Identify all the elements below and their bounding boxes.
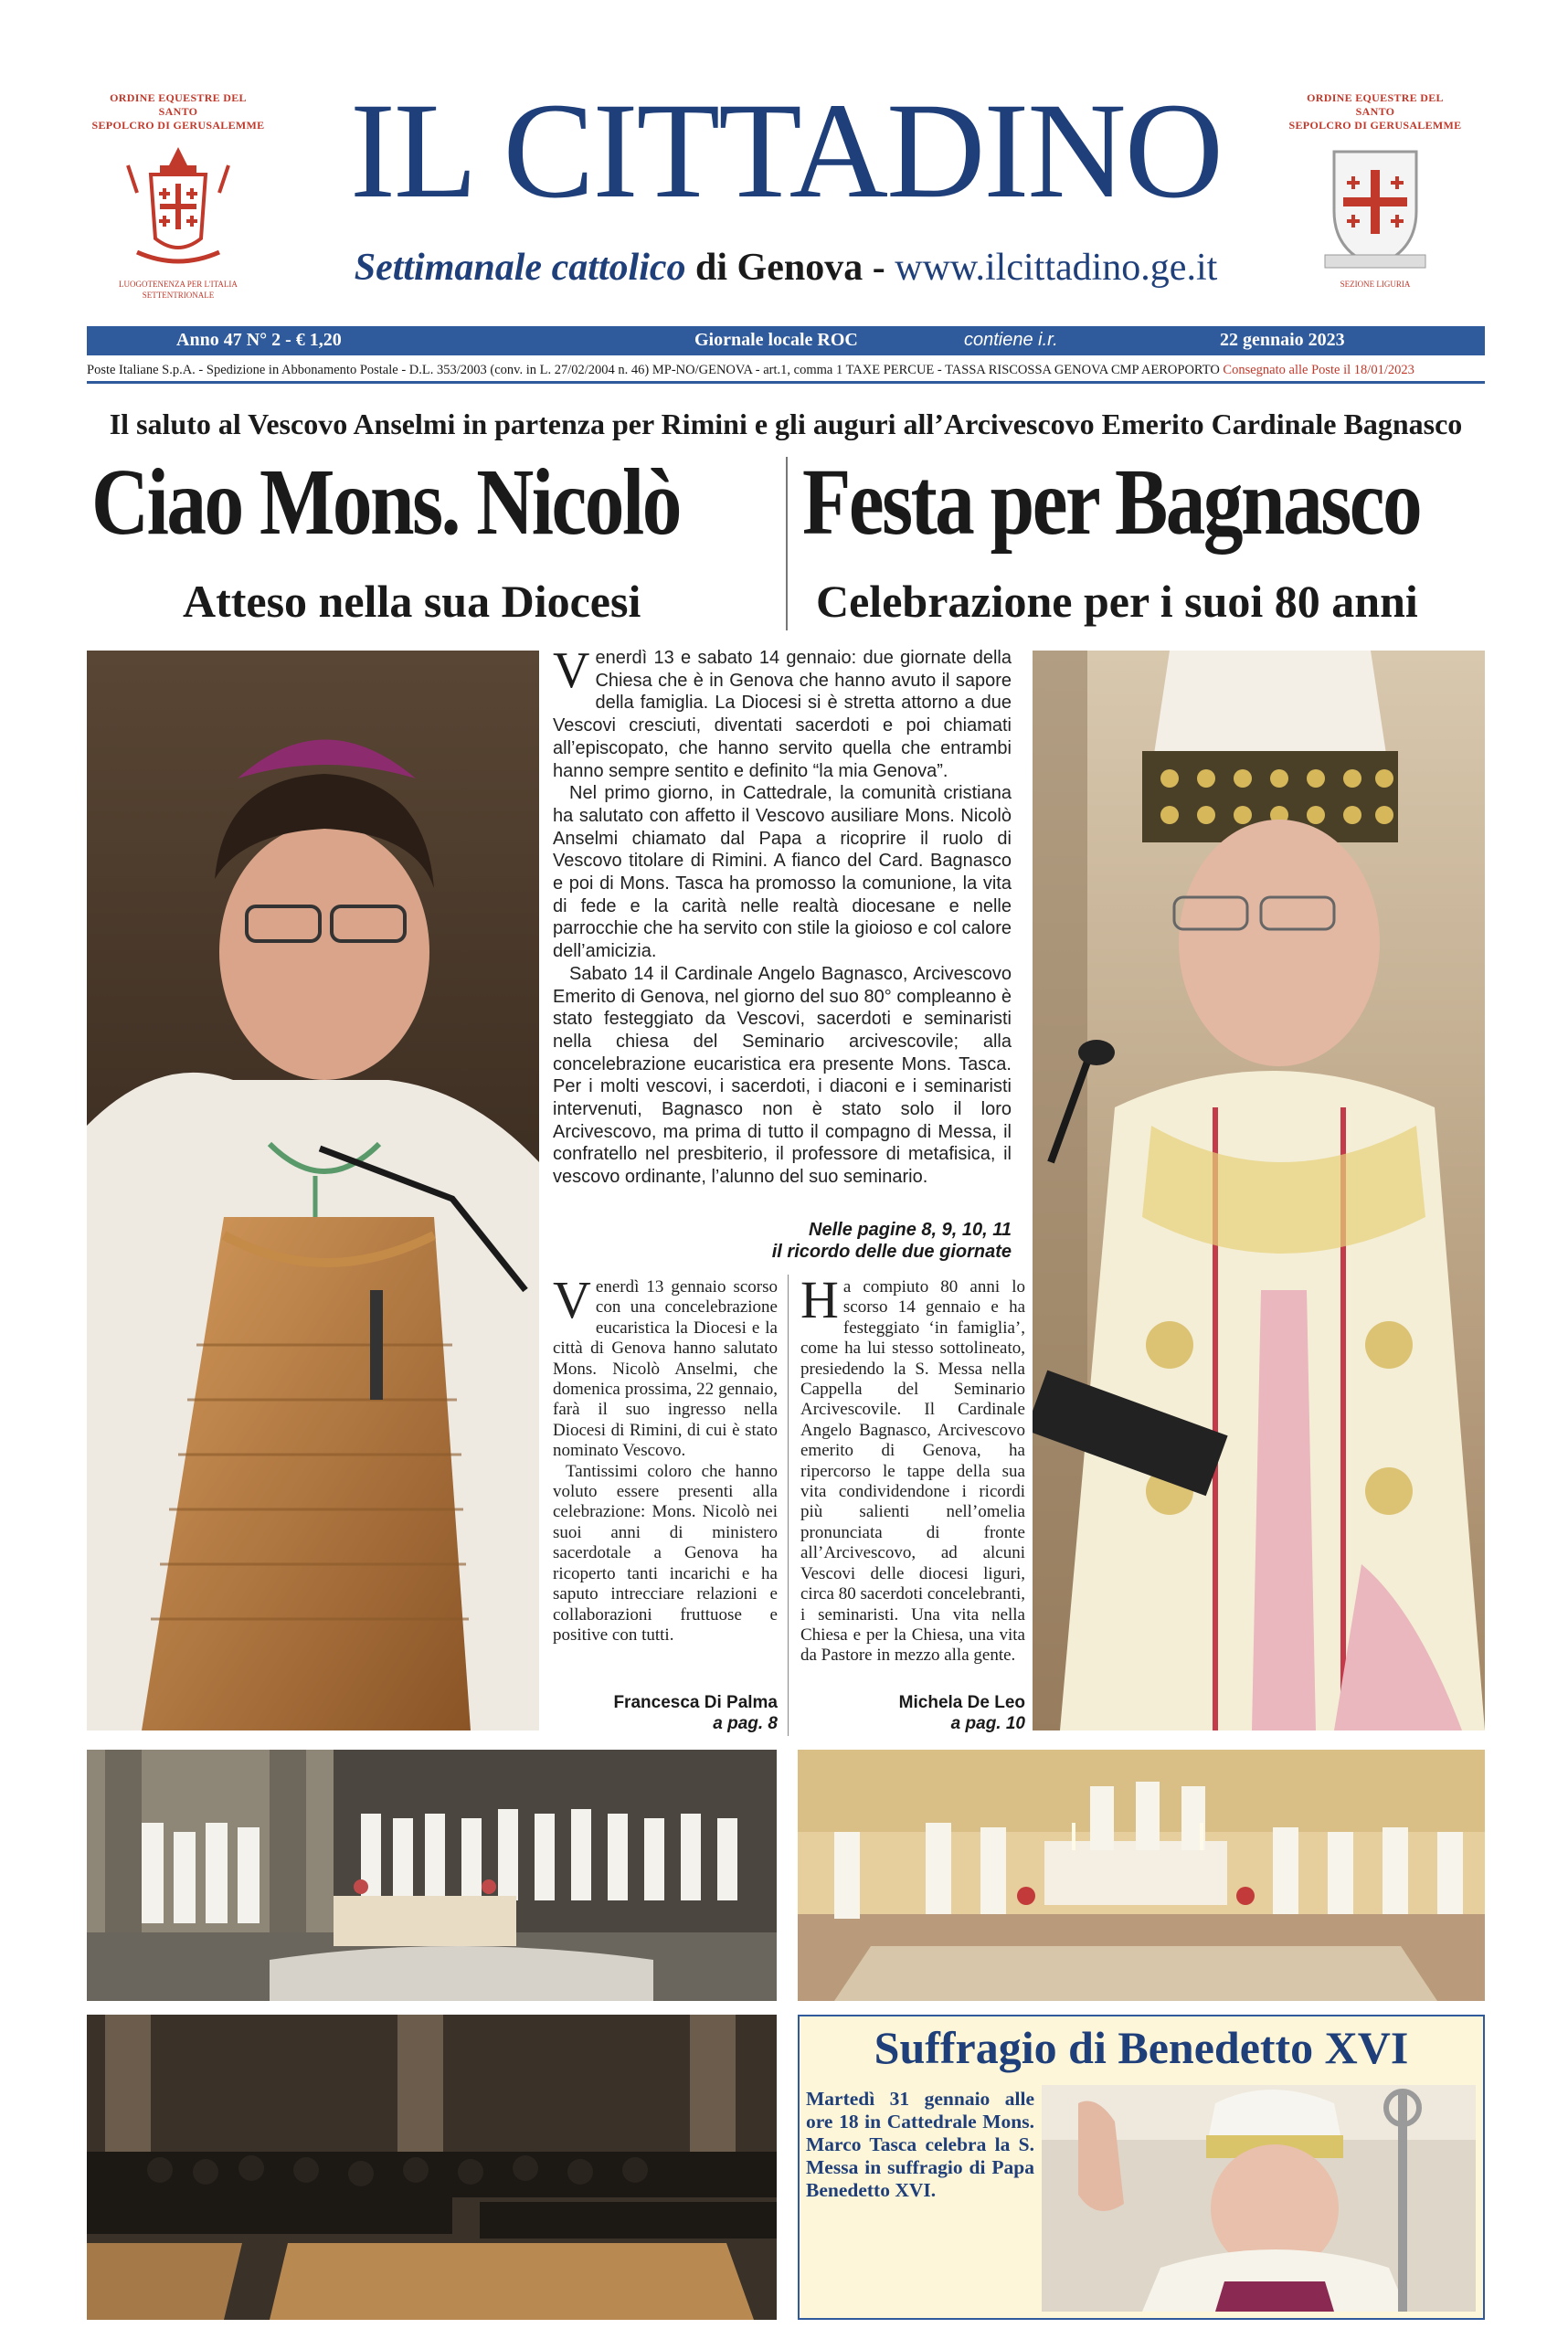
column-divider — [788, 1275, 789, 1736]
postal-consignment: Consegnato alle Poste il 18/01/2023 — [1223, 363, 1414, 377]
byline-anselmi-author: Francesca Di Palma — [613, 1693, 778, 1712]
intro-text — [553, 642, 1012, 1189]
intro-dropcap: V — [553, 642, 590, 699]
emblem-right-bottom: SEZIONE LIGURIA — [1340, 280, 1411, 289]
photo-benedict-xvi — [1042, 2085, 1476, 2312]
website-link[interactable]: www.ilcittadino.ge.it — [895, 247, 1218, 289]
photo-cathedral-mass — [87, 1750, 777, 2001]
deck-left: Atteso nella sua Diocesi — [183, 576, 641, 627]
emblem-right — [1288, 91, 1462, 302]
emblem-left-bottom: LUOGOTENENZA PER L'ITALIA SETTENTRIONALE — [119, 280, 238, 300]
ir-label: contiene i.r. — [964, 330, 1058, 350]
photo-congregation — [87, 2015, 777, 2320]
byline-bagnasco — [800, 1692, 1025, 1734]
headline-divider — [786, 457, 788, 630]
subtitle-italic: Settimanale cattolico — [354, 247, 686, 289]
masthead-title: IL CITTADINO — [349, 75, 1222, 227]
postal-line — [87, 359, 1485, 384]
anselmi-p1-text: enerdì 13 gennaio scorso con una concelebrazione eucaristica la Diocesi e la città di Genova hanno salutato Mons. Nicolò Anselmi, che domenica prossima, 22 gennaio, farà il suo ingresso nella Diocesi di Rimini, di cui è stato nominato Vescovo. — [553, 1277, 778, 1461]
emblem-left — [91, 91, 265, 302]
deck-right: Celebrazione per i suoi 80 anni — [816, 576, 1418, 627]
bagnasco-paragraph-1 — [800, 1270, 1025, 1667]
photo-bagnasco — [1033, 651, 1485, 1730]
emblem-left-line2: SEPOLCRO DI GERUSALEMME — [91, 119, 265, 132]
suffragio-text: Martedì 31 gennaio alle ore 18 in Cattedrale Mons. Marco Tasca celebra la S. Messa in suffragio di Papa Benedetto XVI. — [806, 2088, 1034, 2201]
issue-number: Anno 47 N° 2 - € 1,20 — [176, 330, 342, 350]
jerusalem-cross-crest-icon — [110, 138, 247, 275]
postal-text: Poste Italiane S.p.A. - Spedizione in Abbonamento Postale - D.L. 353/2003 (conv. in L. 27/02/2004 n. 46) MP-NO/GENOVA - art.1, comma 1 TAXE PERCUE - TASSA RISCOSSA GENOVA CMP AEROPORTO — [87, 363, 1220, 377]
byline-bagnasco-page[interactable]: a pag. 10 — [950, 1714, 1025, 1733]
issue-info-bar — [87, 326, 1485, 355]
emblem-left-line1: ORDINE EQUESTRE DEL SANTO — [110, 91, 247, 118]
issue-date: 22 gennaio 2023 — [1220, 330, 1345, 350]
anselmi-dropcap: V — [553, 1270, 591, 1329]
suffragio-title: Suffragio di Benedetto XVI — [874, 2022, 1409, 2073]
emblem-right-line2: SEPOLCRO DI GERUSALEMME — [1288, 119, 1462, 132]
roc-label: Giornale locale ROC — [694, 330, 858, 350]
bagnasco-p1-text: a compiuto 80 anni lo scorso 14 gennaio e ha festeggiato ‘in famiglia’, come ha lui stesso sottolineato, presiedendo la S. Messa nella Cappella del Seminario Arcivescovile. Il Cardinale Angelo Bagnasco, Arcivescovo emerito di Genova, ha ripercorso le tappe della sua vita condividendone i ricordi più salienti nell’omelia pronunciata di fronte all’Arcivescovo, ad alcuni Vescovi delle diocesi liguri, circa 80 sacerdoti concelebranti, i seminaristi. Una vita nella Chiesa e per la Chiesa, una vita da Pastore in mezzo alla gente. — [800, 1277, 1025, 1666]
byline-anselmi-page[interactable]: a pag. 8 — [713, 1714, 778, 1733]
masthead-subtitle — [292, 245, 1279, 291]
anselmi-paragraph-1 — [553, 1270, 778, 1462]
pages-note — [553, 1219, 1012, 1263]
pages-note-line1: Nelle pagine 8, 9, 10, 11 — [809, 1220, 1012, 1240]
jerusalem-cross-shield-icon — [1307, 138, 1444, 275]
bagnasco-dropcap: H — [800, 1270, 839, 1329]
headline-right: Festa per Bagnasco — [802, 450, 1421, 555]
photo-seminary-chapel — [798, 1750, 1485, 2001]
intro-paragraph-1 — [553, 642, 1012, 782]
byline-anselmi — [553, 1692, 778, 1734]
subtitle-city: di Genova — [695, 247, 863, 289]
subtitle-dash: - — [863, 247, 895, 289]
pages-note-line2: il ricordo delle due giornate — [771, 1242, 1012, 1262]
intro-p1-text: enerdì 13 e sabato 14 gennaio: due giornate della Chiesa che è in Genova che hanno avuto il sapore della famiglia. La Diocesi si è stretta attorno a due Vescovi cresciuti, diventati sacerdoti e poi chiamati all’episcopato, che hanno servito quella che entrambi hanno sempre sentito e definito “la mia Genova”. — [553, 648, 1012, 781]
byline-bagnasco-author: Michela De Leo — [898, 1693, 1025, 1712]
anselmi-paragraph-2: Tantissimi coloro che hanno voluto essere presenti alla celebrazione: Mons. Nicolò nei suoi anni di ministero sacerdotale a Genova ha ricoperto tanti incarichi e ha saputo intrecciare relazioni e collaborazioni fruttuose e positive con tutti. — [553, 1461, 778, 1645]
intro-paragraph-3: Sabato 14 il Cardinale Angelo Bagnasco, Arcivescovo Emerito di Genova, nel giorno del suo 80° compleanno è stato festeggiato da Vescovi, sacerdoti e seminaristi nella chiesa del Seminario arcivescovile; alla concelebrazione eucaristica era presente Mons. Tasca. Per i molti vescovi, i sacerdoti, i diaconi e i seminaristi intervenuti, Bagnasco non è stato solo il loro Arcivescovo, ma prima di tutto il compagno di Messa, il confratello nel presbiterio, il professore di metafisica, il vescovo ordinante, l’alunno del suo seminario. — [553, 963, 1012, 1188]
lead-kicker: Il saluto al Vescovo Anselmi in partenza per Rimini e gli auguri all’Arcivescovo Emerito Cardinale Bagnasco — [109, 407, 1463, 440]
emblem-right-line1: ORDINE EQUESTRE DEL SANTO — [1307, 91, 1444, 118]
headline-left: Ciao Mons. Nicolò — [91, 450, 680, 555]
intro-paragraph-2: Nel primo giorno, in Cattedrale, la comunità cristiana ha salutato con affetto il Vescovo ausiliare Mons. Nicolò Anselmi chiamato dal Papa a ricoprire il ruolo di Vescovo titolare di Rimini. A fianco del Card. Bagnasco e poi di Mons. Tasca ha promosso la comunione, la vita di fede e la carità nelle realtà diocesane e nelle parrocchie che ha servito con stile la gioioso e col calore dell’amicizia. — [553, 783, 1012, 962]
photo-anselmi — [87, 651, 539, 1730]
article-anselmi — [553, 1270, 778, 1646]
article-bagnasco — [800, 1270, 1025, 1667]
